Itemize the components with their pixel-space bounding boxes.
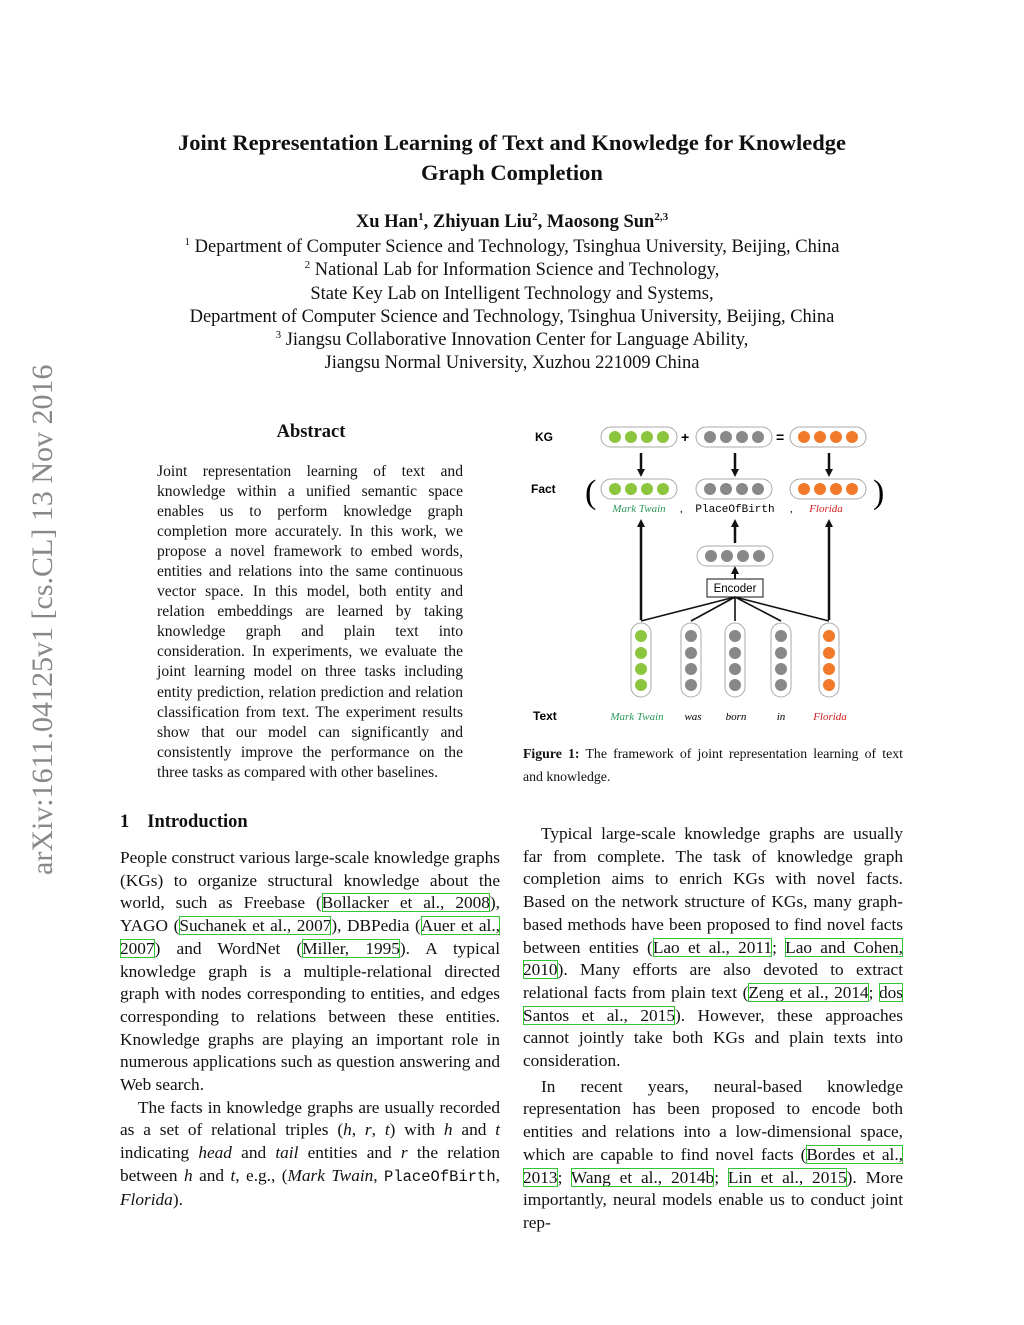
word-label: in bbox=[776, 711, 786, 723]
author-2: Zhiyuan Liu bbox=[432, 212, 533, 232]
text-span: People construct various large-scale knowledge graphs (KGs) to organize structural knowledge about the world, such as Freebase ( bbox=[120, 848, 500, 913]
emph: tail bbox=[275, 1143, 299, 1163]
author-1-sup: 1 bbox=[418, 211, 424, 223]
section-heading bbox=[120, 812, 248, 833]
text-span: Typical large-scale knowledge graphs are usually far from complete. The task of knowledge graph completion aims to enrich KGs with novel facts. Based on the network structure of KGs, many graph-based methods have been proposed to find novel facts between entities ( bbox=[523, 824, 903, 957]
text-span: , e.g., ( bbox=[235, 1165, 288, 1185]
citation-link[interactable]: Zeng et al., 2014 bbox=[748, 982, 869, 1002]
math-var: h bbox=[343, 1120, 352, 1140]
citation-link[interactable]: Suchanek et al., 2007 bbox=[179, 916, 332, 936]
text-span: indicating bbox=[120, 1143, 199, 1163]
citation-link[interactable]: Lao and Cohen, 2010 bbox=[523, 937, 903, 980]
figure-caption bbox=[523, 742, 903, 788]
authors: Xu Han$^1$, Zhiyuan Liu$^2$, Maosong Sun$^{2,3}$ bbox=[355, 211, 669, 232]
text-span: ), DBPedia ( bbox=[331, 916, 421, 936]
plus-sign: + bbox=[681, 429, 690, 445]
affiliation-line bbox=[120, 329, 904, 352]
affiliation-line bbox=[120, 259, 904, 282]
intro-paragraph-2: The facts in knowledge graphs are usually recorded as a set of relational triples (h, r, t) with h and t indicating head and tail entities and r the relation between h and t, e.g., (Mark Twain, PlaceOfBirth, Florida). bbox=[120, 1097, 501, 1209]
framework-figure bbox=[523, 415, 903, 735]
text-span: ). However, these approaches cannot jointly take both KGs and plain texts into consideration. bbox=[523, 1005, 903, 1071]
author-3: Maosong Sun bbox=[546, 212, 655, 232]
fact-comma: , bbox=[680, 503, 683, 515]
right-paragraph-1 bbox=[523, 823, 903, 1073]
math-var: r bbox=[364, 1120, 372, 1140]
abstract-text: Joint representation learning of text and knowledge within a unified semantic space enables us to perform knowledge graph completion more accurately. In this work, we propose a novel framework to embed words, entities and relations into the same continuous vector space. In this model, both entity and relation embeddings are learned by taking knowledge graph and plain text into consideration. In experiments, we evaluate the joint learning model on three tasks including entity prediction, relation prediction and relation classification from text. The experiment results show that our model can significantly and consistently improve the performance on the three tasks as compared with other baselines. bbox=[157, 463, 463, 781]
emph: head bbox=[198, 1143, 232, 1163]
word-column-was bbox=[681, 623, 701, 697]
kg-label: KG bbox=[535, 430, 553, 444]
affiliations bbox=[120, 236, 904, 376]
text-span: ; bbox=[772, 937, 786, 957]
math-var: r bbox=[400, 1143, 408, 1163]
text-span: ; bbox=[868, 982, 879, 1002]
text-span: ) and WordNet ( bbox=[154, 938, 303, 958]
section-number: 1 bbox=[120, 812, 130, 832]
text-span: ). More importantly, neural models enable us to conduct joint rep- bbox=[523, 1167, 903, 1232]
math-var: t bbox=[384, 1120, 390, 1140]
abstract-heading: Abstract bbox=[276, 422, 346, 442]
figure-label: Figure 1: bbox=[523, 746, 580, 761]
math-var: t bbox=[495, 1120, 501, 1140]
citation-link[interactable]: Wang et al., 2014b bbox=[570, 1167, 715, 1187]
caption-text: The framework of joint representation learning of text and knowledge. bbox=[523, 746, 903, 784]
citation-link[interactable]: Lao et al., 2011 bbox=[652, 937, 773, 957]
affiliation-line bbox=[120, 236, 904, 259]
intro-paragraph-1 bbox=[120, 847, 500, 1097]
citation-link[interactable]: Bordes et al., 2013 bbox=[523, 1144, 903, 1187]
affil-text: Department of Computer Science and Technology, Tsinghua University, Beijing, China bbox=[190, 237, 840, 257]
text-span: ). bbox=[172, 1189, 183, 1209]
text-span: ) with bbox=[389, 1120, 444, 1140]
affil-sup: 2 bbox=[304, 259, 311, 272]
encoder-label: Encoder bbox=[713, 583, 757, 595]
math-var: t bbox=[230, 1165, 236, 1185]
word-label: was bbox=[684, 711, 702, 723]
word-label: born bbox=[725, 711, 747, 723]
emph: Mark Twain bbox=[287, 1165, 374, 1185]
encoder-input-lines bbox=[641, 597, 829, 621]
author-1: Xu Han bbox=[355, 212, 419, 232]
text-span: The facts in knowledge graphs are usually recorded as a set of relational triples ( bbox=[120, 1097, 500, 1140]
author-3-sup: 2,3 bbox=[654, 211, 669, 223]
intro-left-column bbox=[120, 847, 500, 1211]
title-line-2: Graph Completion bbox=[421, 160, 603, 185]
text-label: Text bbox=[533, 709, 557, 723]
equals-sign: = bbox=[776, 429, 785, 445]
right-paragraph-2 bbox=[523, 1076, 903, 1235]
citation-link[interactable]: Lin et al., 2015 bbox=[727, 1167, 847, 1187]
fact-close-paren: ) bbox=[873, 474, 885, 511]
author-2-sup: 2 bbox=[532, 211, 538, 223]
fact-comma: , bbox=[790, 503, 793, 515]
text-span: ). Many efforts are also devoted to extract relational facts from plain text ( bbox=[523, 960, 903, 1002]
word-column-in bbox=[771, 623, 791, 697]
text-span: , bbox=[373, 1165, 385, 1185]
arxiv-sidebar: arXiv:1611.04125v1 [cs.CL] 13 Nov 2016 bbox=[26, 364, 59, 875]
word-label: Mark Twain bbox=[610, 711, 664, 723]
text-span: , bbox=[495, 1165, 500, 1185]
text-span: the relation between bbox=[120, 1143, 500, 1185]
fact-relation-label: PlaceOfBirth bbox=[695, 504, 775, 516]
emph: Florida bbox=[120, 1189, 173, 1209]
affiliation-line: Department of Computer Science and Technology, Tsinghua University, Beijing, China bbox=[189, 306, 835, 327]
fact-label: Fact bbox=[531, 482, 556, 496]
text-span: and bbox=[231, 1143, 276, 1163]
paper-title bbox=[120, 128, 904, 188]
word-column-born bbox=[725, 623, 745, 697]
math-var: h bbox=[443, 1120, 453, 1140]
citation-link[interactable]: Bollacker et al., 2008 bbox=[321, 893, 490, 913]
citation-link[interactable]: Miller, 1995 bbox=[302, 938, 400, 958]
fact-head-label: Mark Twain bbox=[612, 503, 666, 515]
fact-open-paren: ( bbox=[585, 474, 597, 511]
word-label: Florida bbox=[813, 711, 847, 723]
relation-mono: PlaceOfBirth bbox=[384, 1167, 496, 1186]
title-line-1: Joint Representation Learning of Text and Knowledge for Knowledge bbox=[178, 130, 846, 155]
text-span: entities and bbox=[298, 1143, 401, 1163]
text-span: ; bbox=[714, 1167, 728, 1187]
affil-sup: 3 bbox=[275, 329, 282, 342]
intro-right-column bbox=[523, 823, 903, 1235]
citation-link[interactable]: dos Santos et al., 2015 bbox=[523, 982, 903, 1025]
affiliation-line: State Key Lab on Intelligent Technology and Systems, bbox=[310, 283, 714, 304]
affiliation-line: Jiangsu Normal University, Xuzhou 221009 China bbox=[324, 353, 700, 374]
affil-text: National Lab for Information Science and Technology, bbox=[310, 260, 720, 281]
text-span: ), YAGO ( bbox=[120, 893, 500, 936]
text-span: In recent years, neural-based knowledge representation has been proposed to encode both entities and relations into a low-dimensional space, which are capable to find novel facts ( bbox=[523, 1076, 903, 1164]
text-span: and bbox=[192, 1165, 231, 1185]
affil-sup: 1 bbox=[184, 236, 191, 248]
fact-tail-label: Florida bbox=[809, 503, 843, 515]
citation-link[interactable]: Auer et al., 2007 bbox=[120, 916, 500, 958]
affil-text: Jiangsu Collaborative Innovation Center for Language Ability, bbox=[281, 330, 749, 351]
section-title: Introduction bbox=[147, 812, 248, 832]
math-var: h bbox=[184, 1165, 193, 1185]
word-column-mark bbox=[631, 623, 651, 697]
word-column-florida bbox=[819, 623, 839, 697]
text-span: and bbox=[452, 1120, 496, 1140]
text-span: ; bbox=[557, 1167, 571, 1187]
text-span: ). A typical knowledge graph is a multiple-relational directed graph with nodes corresponding to entities, and edges corresponding to relations between these entities. Knowledge graphs are playing an important role in numerous applications such as question answering and Web search. bbox=[120, 938, 500, 1095]
